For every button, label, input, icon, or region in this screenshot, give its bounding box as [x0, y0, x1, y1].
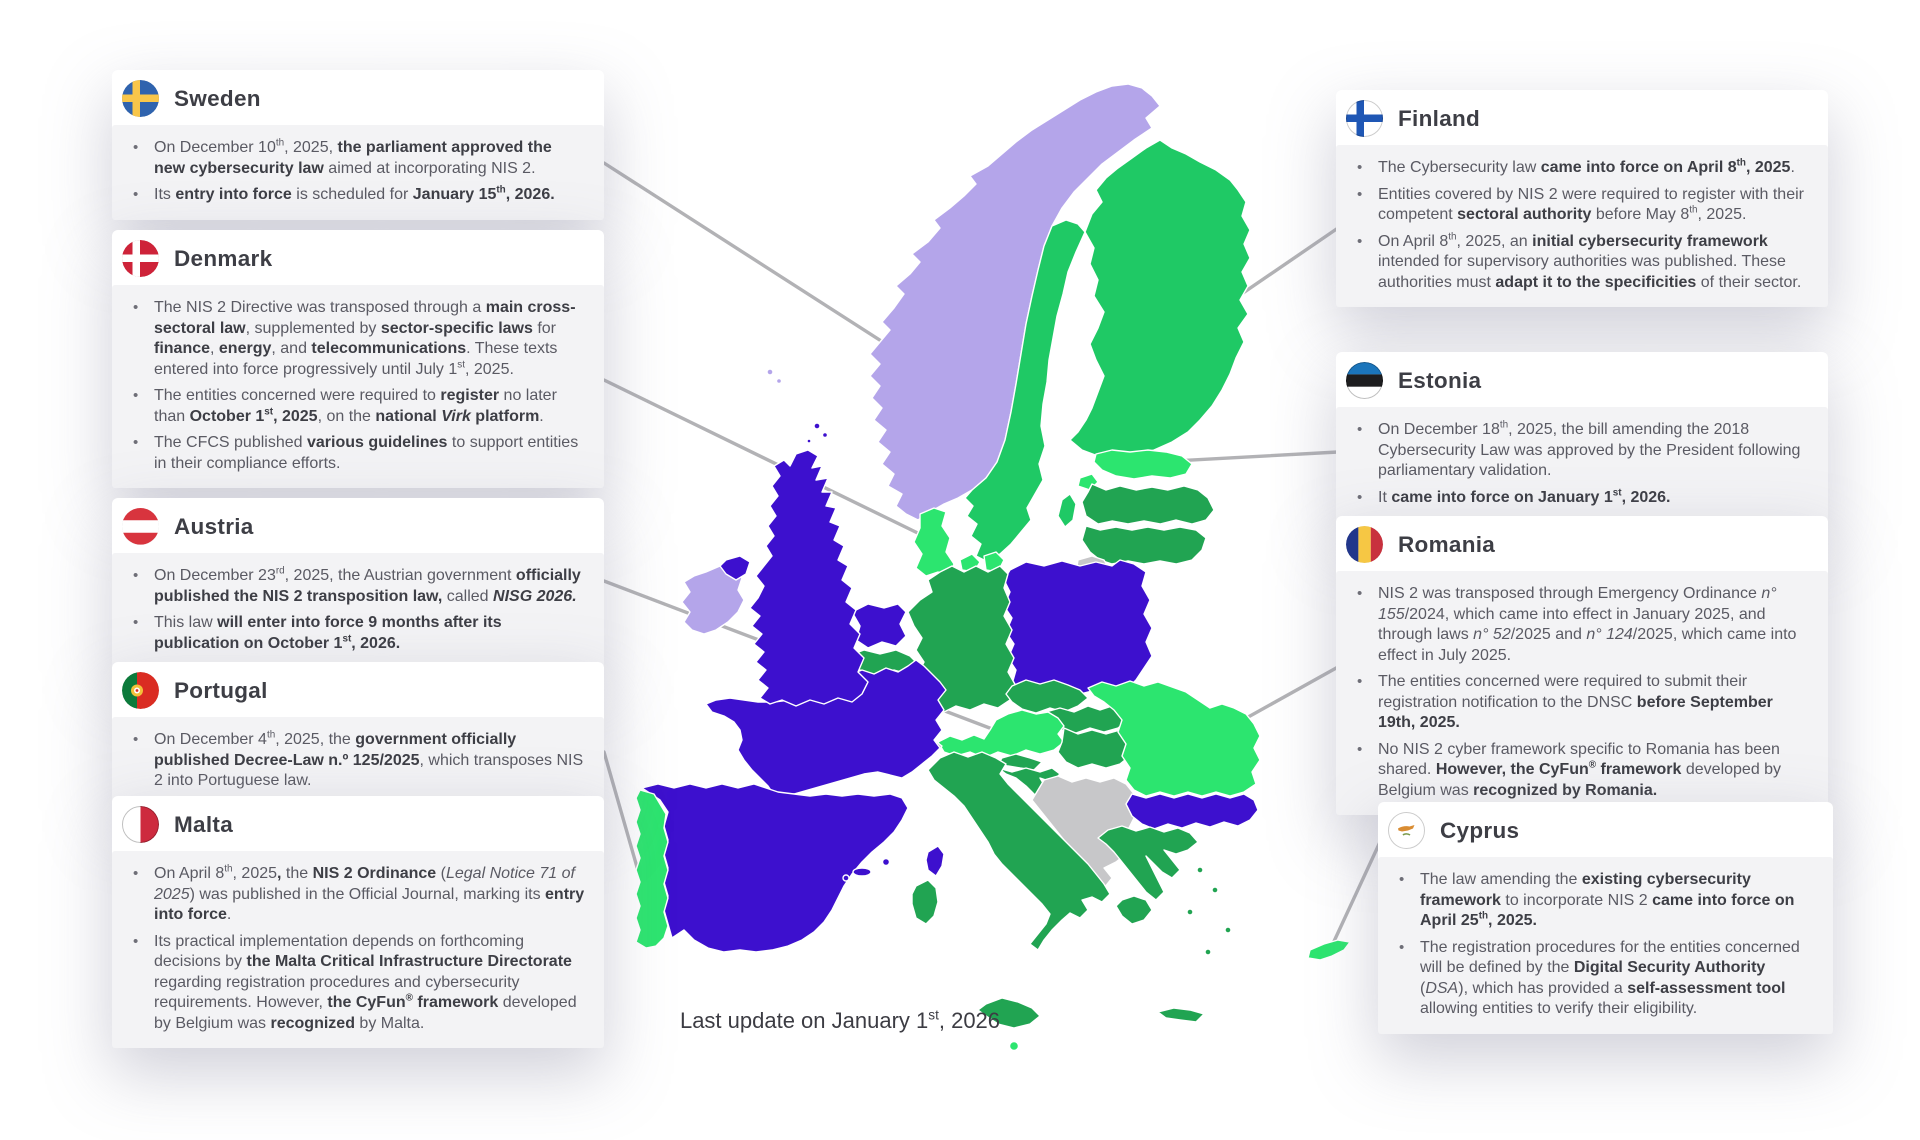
card-country-name: Portugal — [174, 677, 268, 703]
map-island-cyprus — [1308, 940, 1350, 960]
malta-flag-icon — [122, 806, 159, 843]
bullet-item: • Its entry into force is scheduled for January 15th, 2026. — [124, 185, 586, 206]
bullet-item: • NIS 2 was transposed through Emergency Ordinance n° 155/2024, which came into effect in January 2025, and through laws n° 52/2025 and n° 124/2025, which came into effect in July 2025. — [1348, 584, 1810, 666]
bullet-item: • Entities covered by NIS 2 were required to register with their competent sectoral authority before May 8th, 2025. — [1348, 185, 1810, 226]
card-title-row — [112, 498, 604, 553]
portugal-flag-icon — [122, 672, 159, 709]
bullet-item: • This law will enter into force 9 months after its publication on October 1st, 2026. — [124, 613, 586, 654]
card-country-name: Sweden — [174, 85, 261, 111]
card-body — [112, 285, 604, 488]
card-title-row — [112, 70, 604, 125]
card-title-row — [1336, 516, 1828, 571]
map-country-finland — [1070, 140, 1250, 458]
bullet-item: • It came into force on January 1st, 2026. — [1348, 488, 1810, 509]
card-title-row — [1336, 90, 1828, 145]
map-island-shetland — [823, 433, 828, 438]
card-country-name: Malta — [174, 811, 234, 837]
map-island-malta — [1010, 1042, 1019, 1051]
bullet-list — [1348, 584, 1810, 801]
card-country-name: Estonia — [1398, 367, 1482, 393]
bullet-item: • No NIS 2 cyber framework specific to Romania has been shared. However, the CyFun® framework developed by Belgium was recognized by Romania. — [1348, 740, 1810, 802]
map-countries — [636, 84, 1350, 1051]
card-body — [112, 553, 604, 668]
bullet-item: • The registration procedures for the entities concerned will be defined by the Digital Security Authority (DSA), which has provided a self-assessment tool allowing entities to verify their eligibility. — [1390, 938, 1815, 1020]
finland-flag-icon — [1346, 100, 1383, 137]
map-island-sardinia — [912, 880, 938, 924]
cyprus-flag-icon — [1388, 812, 1425, 849]
country-card-finland — [1336, 90, 1828, 307]
map-island-crete — [1158, 1008, 1204, 1022]
bullet-item: • On April 8th, 2025, an initial cybersecurity framework intended for supervisory authorities was published. These authorities must adapt it to the specificities of their sector. — [1348, 232, 1810, 294]
map-island-aegean — [1225, 927, 1231, 933]
romania-flag-icon — [1346, 526, 1383, 563]
map-island-balearics — [843, 875, 849, 881]
map-country-portugal — [636, 790, 668, 948]
map-island-aegean — [1205, 949, 1211, 955]
map-island-aegean — [1212, 887, 1218, 893]
map-island-shetland — [807, 439, 811, 443]
bullet-item: • The NIS 2 Directive was transposed through a main cross-sectoral law, supplemented by sector-specific laws for finance, energy, and telecommunications. These texts entered into force progressively until July 1st, 2025. — [124, 298, 586, 380]
card-body — [112, 125, 604, 220]
map-island-aegean — [1187, 909, 1193, 915]
map-island-corsica — [926, 846, 944, 876]
map-island-faroe — [767, 369, 773, 375]
bullet-list — [1348, 420, 1810, 508]
bullet-item: • The CFCS published various guidelines to support entities in their compliance efforts. — [124, 433, 586, 474]
card-title-row — [1378, 802, 1833, 857]
bullet-list — [124, 138, 586, 206]
bullet-list — [124, 298, 586, 474]
bullet-item: • The law amending the existing cybersecurity framework to incorporate NIS 2 came into force on April 25th, 2025. — [1390, 870, 1815, 932]
card-body — [1336, 407, 1828, 522]
bullet-item: • On December 10th, 2025, the parliament approved the new cybersecurity law aimed at incorporating NIS 2. — [124, 138, 586, 179]
map-country-estonia — [1094, 450, 1192, 479]
card-country-name: Austria — [174, 513, 254, 539]
country-card-estonia — [1336, 352, 1828, 522]
map-island-shetland — [814, 423, 820, 429]
country-card-sweden — [112, 70, 604, 220]
country-card-malta — [112, 796, 604, 1048]
card-title-row — [1336, 352, 1828, 407]
map-region-peloponnese — [1116, 896, 1152, 924]
map-country-latvia — [1082, 484, 1214, 524]
bullet-item: • On December 4th, 2025, the government officially published Decree-Law n.º 125/2025, which transposes NIS 2 into Portuguese law. — [124, 730, 586, 792]
card-title-row — [112, 796, 604, 851]
connector-line-cyprus — [1330, 842, 1380, 950]
bullet-item: • The entities concerned were required to register no later than October 1st, 2025, on the national Virk platform. — [124, 386, 586, 427]
estonia-flag-icon — [1346, 362, 1383, 399]
bullet-list — [124, 864, 586, 1034]
card-body — [1378, 857, 1833, 1034]
card-body — [112, 851, 604, 1048]
bullet-item: • The Cybersecurity law came into force on April 8th, 2025. — [1348, 158, 1810, 179]
bullet-list — [1390, 870, 1815, 1020]
card-country-name: Finland — [1398, 105, 1481, 131]
bullet-item: • Its practical implementation depends on forthcoming decisions by the Malta Critical Infrastructure Directorate regarding registration procedures and cybersecurity requirements. However, the CyFun® framework developed by Belgium was recognized by Malta. — [124, 932, 586, 1035]
map-country-netherlands — [852, 604, 906, 648]
bullet-item: • On April 8th, 2025, the NIS 2 Ordinance (Legal Notice 71 of 2025) was published in the Official Journal, marking its entry into force. — [124, 864, 586, 926]
country-card-romania — [1336, 516, 1828, 815]
card-body — [1336, 571, 1828, 815]
bullet-item: • On December 23rd, 2025, the Austrian government officially published the NIS 2 transposition law, called NISG 2026. — [124, 566, 586, 607]
map-country-spain — [642, 784, 908, 952]
map-country-uk — [750, 450, 868, 706]
austria-flag-icon — [122, 508, 159, 545]
last-update-caption: Last update on January 1st, 2026 — [679, 1007, 1001, 1033]
card-country-name: Denmark — [174, 245, 273, 271]
card-title-row — [112, 230, 604, 285]
map-island-faroe — [777, 379, 782, 384]
card-body — [1336, 145, 1828, 307]
map-country-poland — [1004, 560, 1152, 694]
country-card-portugal — [112, 662, 604, 806]
map-island-gotland — [1058, 494, 1076, 527]
card-body — [112, 717, 604, 806]
bullet-list — [124, 566, 586, 654]
bullet-item: • The entities concerned were required to submit their registration notification to the DNSC before September 19th, 2025. — [1348, 672, 1810, 734]
card-title-row — [112, 662, 604, 717]
bullet-item: • On December 18th, 2025, the bill amending the 2018 Cybersecurity Law was approved by the President following parliamentary validation. — [1348, 420, 1810, 482]
sweden-flag-icon — [122, 80, 159, 117]
country-card-austria — [112, 498, 604, 668]
map-country-bulgaria — [1126, 794, 1258, 829]
card-country-name: Romania — [1398, 531, 1496, 557]
card-country-name: Cyprus — [1440, 817, 1520, 843]
bullet-list — [124, 730, 586, 792]
bullet-list — [1348, 158, 1810, 293]
map-country-denmark — [914, 508, 954, 576]
denmark-flag-icon — [122, 240, 159, 277]
map-island-balearics — [853, 868, 871, 876]
map-island-balearics — [883, 859, 890, 866]
country-card-cyprus — [1378, 802, 1833, 1034]
country-card-denmark — [112, 230, 604, 488]
map-island-aegean — [1197, 867, 1203, 873]
